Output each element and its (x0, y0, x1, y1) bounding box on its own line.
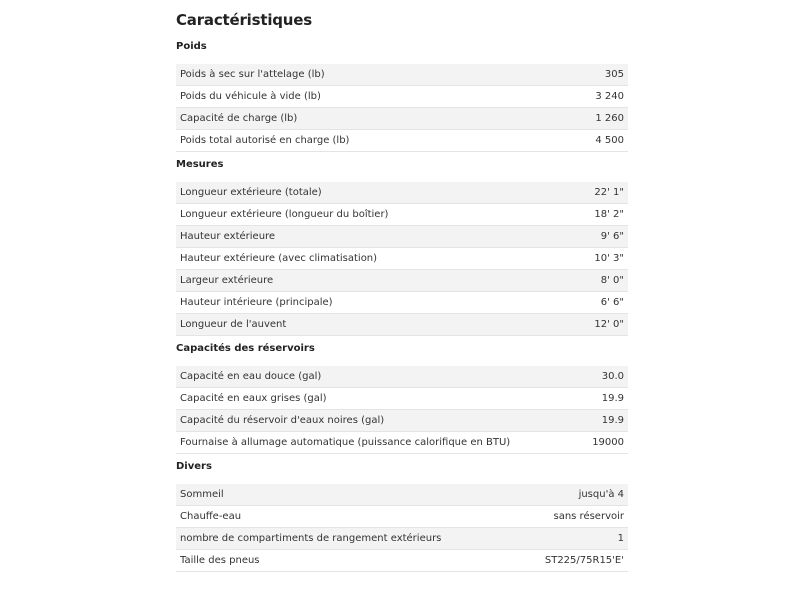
spec-table (176, 366, 628, 454)
spec-label: Poids total autorisé en charge (lb) (176, 130, 551, 152)
table-row (176, 432, 628, 454)
spec-label: Capacité de charge (lb) (176, 108, 551, 130)
section-spacer (176, 358, 628, 366)
spec-table (176, 182, 628, 336)
table-row (176, 248, 628, 270)
spec-value: 19000 (580, 432, 628, 454)
spec-label: Hauteur intérieure (principale) (176, 292, 561, 314)
table-row (176, 506, 628, 528)
spec-label: Hauteur extérieure (176, 226, 561, 248)
page-title: Caractéristiques (176, 11, 312, 29)
spec-label: Capacité du réservoir d'eaux noires (gal) (176, 410, 580, 432)
spec-value: 19.9 (580, 388, 628, 410)
table-row (176, 204, 628, 226)
table-row (176, 226, 628, 248)
spec-label: nombre de compartiments de rangement extérieurs (176, 528, 518, 550)
spec-value: 6' 6" (561, 292, 628, 314)
spec-value: 3 240 (551, 86, 628, 108)
specifications-panel (176, 8, 628, 572)
table-row (176, 366, 628, 388)
spec-label: Longueur extérieure (longueur du boîtier) (176, 204, 561, 226)
section-title: Capacités des réservoirs (176, 343, 315, 354)
spec-table (176, 64, 628, 152)
table-row (176, 292, 628, 314)
spec-value: 9' 6" (561, 226, 628, 248)
spec-label: Taille des pneus (176, 550, 518, 572)
sections-container (176, 38, 628, 572)
table-row (176, 528, 628, 550)
spec-label: Capacité en eau douce (gal) (176, 366, 580, 388)
table-row (176, 410, 628, 432)
table-row (176, 64, 628, 86)
spec-label: Fournaise à allumage automatique (puissance calorifique en BTU) (176, 432, 580, 454)
section-spacer (176, 476, 628, 484)
spec-value: 18' 2" (561, 204, 628, 226)
spec-value: 1 (518, 528, 628, 550)
section-title: Poids (176, 41, 207, 52)
spec-value: 10' 3" (561, 248, 628, 270)
table-row (176, 550, 628, 572)
spec-label: Poids à sec sur l'attelage (lb) (176, 64, 551, 86)
spec-value: 30.0 (580, 366, 628, 388)
spec-value: 12' 0" (561, 314, 628, 336)
spec-value: 4 500 (551, 130, 628, 152)
spec-label: Longueur extérieure (totale) (176, 182, 561, 204)
table-row (176, 484, 628, 506)
table-row (176, 86, 628, 108)
spec-label: Chauffe-eau (176, 506, 518, 528)
spec-table (176, 484, 628, 572)
spec-value: 8' 0" (561, 270, 628, 292)
table-row (176, 270, 628, 292)
spec-label: Hauteur extérieure (avec climatisation) (176, 248, 561, 270)
table-row (176, 314, 628, 336)
spec-section (176, 38, 628, 152)
table-row (176, 130, 628, 152)
section-title: Divers (176, 461, 212, 472)
spec-value: 22' 1" (561, 182, 628, 204)
section-spacer (176, 56, 628, 64)
table-row (176, 388, 628, 410)
spec-value: 305 (551, 64, 628, 86)
spec-section (176, 340, 628, 454)
table-row (176, 108, 628, 130)
spec-value: sans réservoir (518, 506, 628, 528)
spec-label: Capacité en eaux grises (gal) (176, 388, 580, 410)
spec-value: 1 260 (551, 108, 628, 130)
spec-section (176, 458, 628, 572)
section-spacer (176, 174, 628, 182)
spec-value: 19.9 (580, 410, 628, 432)
spec-label: Largeur extérieure (176, 270, 561, 292)
spec-label: Sommeil (176, 484, 518, 506)
spec-label: Longueur de l'auvent (176, 314, 561, 336)
section-title: Mesures (176, 159, 224, 170)
spec-value: ST225/75R15'E' (518, 550, 628, 572)
spec-section (176, 156, 628, 336)
table-row (176, 182, 628, 204)
spec-label: Poids du véhicule à vide (lb) (176, 86, 551, 108)
spec-value: jusqu'à 4 (518, 484, 628, 506)
